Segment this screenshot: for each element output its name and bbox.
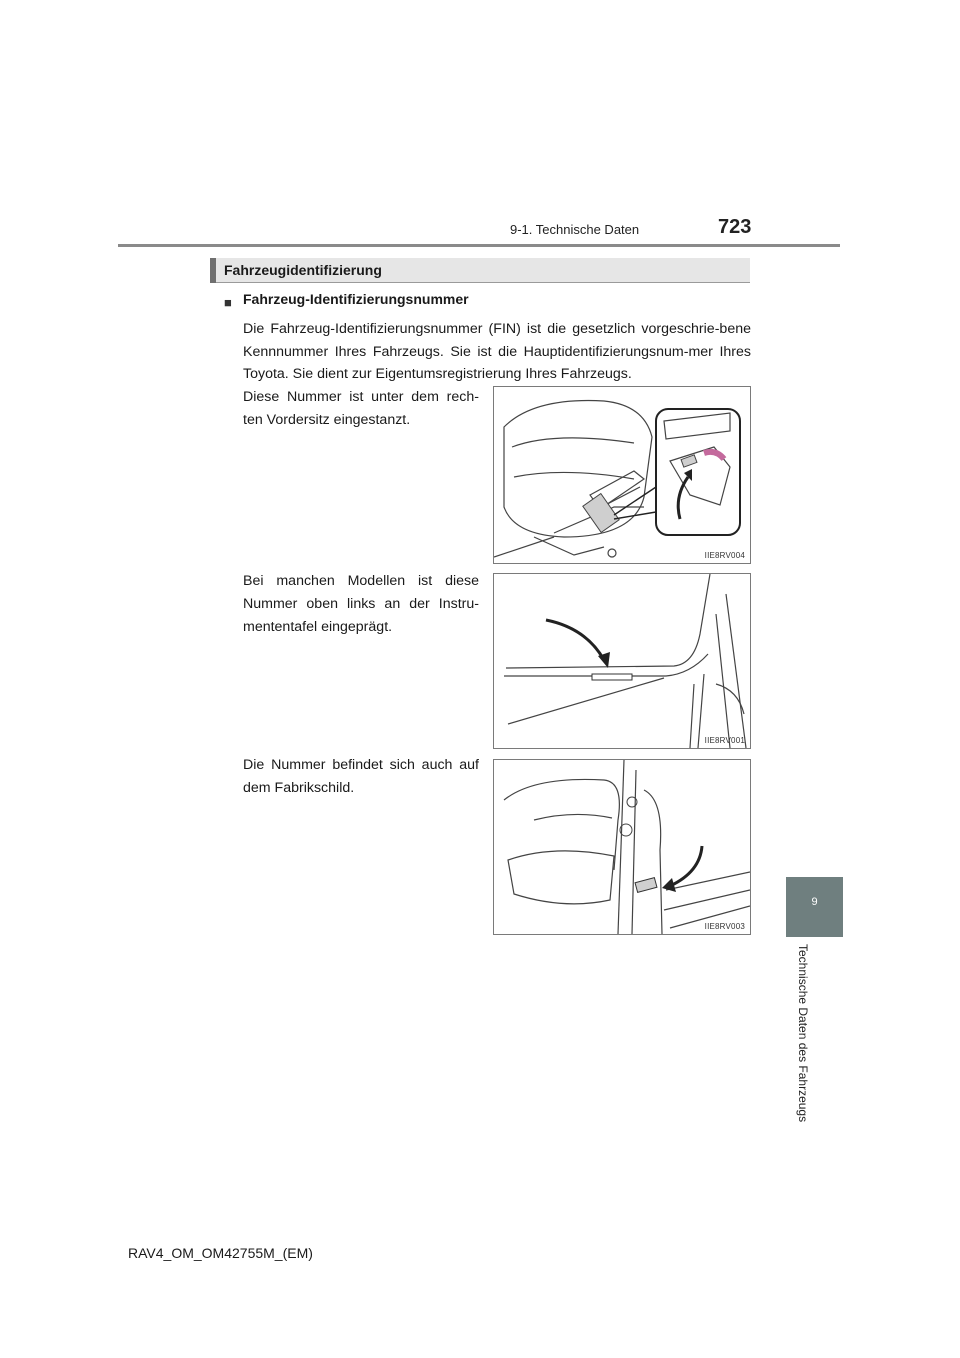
header-section-title: 9-1. Technische Daten: [510, 222, 640, 237]
section-title: Fahrzeugidentifizierung: [224, 262, 382, 278]
figure-code: IIE8RV004: [704, 551, 745, 560]
figure-dashboard-vin: [493, 573, 751, 749]
square-bullet-icon: ■: [224, 295, 232, 310]
figure-code: IIE8RV003: [704, 922, 745, 931]
header-divider: [118, 244, 840, 247]
figure-seat-vin: [493, 386, 751, 564]
chapter-tab-number: 9: [811, 896, 818, 908]
chapter-tab-label: Technische Daten des Fahrzeugs: [796, 944, 810, 1123]
item-text-dashboard: Bei manchen Modellen ist diese Nummer oben links an der Instru-mententafel eingeprägt.: [243, 573, 479, 635]
intro-paragraph: Die Fahrzeug-Identifizierungsnummer (FIN) ist die gesetzlich vorgeschrie-bene Kennnummer Ihres Fahrzeugs. Sie ist die Hauptidentifizierungsnum-mer Ihres Toyota. Sie dient zur Eigentumsregistrierung Ihres Fahrzeugs.: [243, 321, 751, 382]
door-pillar-illustration: [494, 760, 750, 934]
figure-code: IIE8RV001: [704, 736, 745, 745]
section-heading-accent: [210, 258, 216, 283]
item-text-plate: Die Nummer befindet sich auch auf dem Fabrikschild.: [243, 757, 479, 796]
seat-illustration: [494, 387, 750, 563]
subsection-title: Fahrzeug-Identifizierungsnummer: [243, 291, 469, 307]
footer-document-code: RAV4_OM_OM42755M_(EM): [128, 1245, 313, 1261]
dashboard-illustration: [494, 574, 750, 748]
figure-plate-vin: [493, 759, 751, 935]
item-text-seat: Diese Nummer ist unter dem rech-ten Vordersitz eingestanzt.: [243, 389, 479, 428]
page-number: 723: [718, 216, 752, 238]
